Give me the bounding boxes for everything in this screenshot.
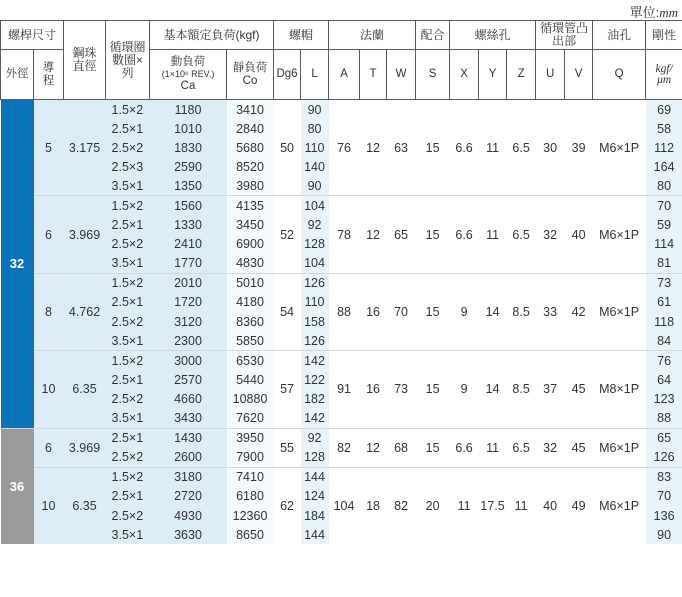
cell-dynamic-load: 1350: [150, 176, 227, 196]
cell-static-load: 5440: [227, 370, 274, 389]
cell-l: 92: [301, 216, 329, 235]
cell-stiffness: 58: [646, 119, 682, 138]
cell-t: 16: [360, 351, 387, 428]
cell-ball-dia: 6.35: [64, 467, 106, 544]
hdr-circuits: 循環圈數圈×列: [106, 21, 150, 100]
cell-t: 12: [360, 428, 387, 467]
cell-dynamic-load: 2590: [150, 157, 227, 176]
cell-stiffness: 123: [646, 389, 682, 408]
cell-dg6: 62: [274, 467, 301, 544]
hdr-dynamic-label: 動負荷: [170, 56, 206, 68]
cell-l: 104: [301, 254, 329, 274]
cell-u: 33: [536, 273, 565, 350]
cell-l: 144: [301, 525, 329, 544]
cell-circuits: 3.5×1: [106, 525, 150, 544]
cell-a: 91: [329, 351, 360, 428]
cell-stiffness: 83: [646, 467, 682, 487]
table-row: [1, 351, 682, 371]
cell-w: 82: [387, 467, 416, 544]
unit-label: 單位:: [629, 5, 660, 20]
cell-static-load: 3450: [227, 216, 274, 235]
cell-outer-dia: 32: [1, 100, 34, 429]
cell-lead: 10: [34, 467, 64, 544]
cell-dynamic-load: 1010: [150, 119, 227, 138]
cell-s: 20: [416, 467, 450, 544]
cell-l: 90: [301, 100, 329, 120]
cell-circuits: 2.5×2: [106, 448, 150, 468]
cell-v: 39: [565, 100, 593, 196]
cell-dynamic-load: 2010: [150, 273, 227, 293]
cell-dg6: 52: [274, 196, 301, 273]
cell-circuits: 1.5×2: [106, 100, 150, 120]
cell-a: 76: [329, 100, 360, 196]
cell-circuits: 2.5×2: [106, 506, 150, 525]
cell-stiffness: 88: [646, 409, 682, 429]
cell-y: 14: [479, 351, 507, 428]
cell-stiffness: 114: [646, 235, 682, 254]
cell-static-load: 2840: [227, 119, 274, 138]
cell-static-load: 3980: [227, 176, 274, 196]
cell-stiffness: 76: [646, 351, 682, 371]
cell-ball-dia: 6.35: [64, 351, 106, 428]
cell-x: 6.6: [450, 428, 479, 467]
cell-dg6: 55: [274, 428, 301, 467]
cell-stiffness: 69: [646, 100, 682, 120]
cell-v: 40: [565, 196, 593, 273]
cell-y: 17.5: [479, 467, 507, 544]
hdr-dynamic: [150, 50, 227, 100]
hdr-dynamic-note: (1×10⁶ REV.): [161, 69, 215, 79]
cell-l: 124: [301, 487, 329, 506]
cell-stiffness: 84: [646, 331, 682, 351]
cell-circuits: 2.5×1: [106, 216, 150, 235]
cell-ball-dia: 3.175: [64, 100, 106, 196]
cell-dynamic-load: 1180: [150, 100, 227, 120]
cell-circuits: 3.5×1: [106, 409, 150, 429]
cell-static-load: 7900: [227, 448, 274, 468]
cell-q: M6×1P: [593, 428, 646, 467]
cell-y: 11: [479, 428, 507, 467]
cell-static-load: 4830: [227, 254, 274, 274]
cell-static-load: 6530: [227, 351, 274, 371]
cell-static-load: 7620: [227, 409, 274, 429]
cell-circuits: 1.5×2: [106, 196, 150, 216]
hdr-dynamic-sym: Ca: [180, 80, 196, 92]
cell-static-load: 12360: [227, 506, 274, 525]
cell-dynamic-load: 2570: [150, 370, 227, 389]
cell-l: 142: [301, 409, 329, 429]
cell-lead: 8: [34, 273, 64, 350]
cell-circuits: 3.5×1: [106, 254, 150, 274]
cell-u: 32: [536, 196, 565, 273]
table-row: [1, 467, 682, 487]
hdr-l: L: [301, 50, 329, 100]
cell-z: 11: [507, 467, 536, 544]
cell-l: 104: [301, 196, 329, 216]
hdr-stiff-unit: kgf/μm: [646, 50, 682, 100]
hdr-od: 外徑: [1, 50, 34, 100]
table-row: [1, 273, 682, 293]
cell-z: 6.5: [507, 196, 536, 273]
cell-circuits: 1.5×2: [106, 351, 150, 371]
cell-u: 40: [536, 467, 565, 544]
cell-circuits: 2.5×2: [106, 312, 150, 331]
cell-l: 122: [301, 370, 329, 389]
cell-w: 65: [387, 196, 416, 273]
hdr-a: A: [329, 50, 360, 100]
cell-ball-dia: 3.969: [64, 196, 106, 273]
cell-q: M8×1P: [593, 351, 646, 428]
hdr-oil-hole: 油孔: [593, 21, 646, 50]
cell-v: 45: [565, 351, 593, 428]
cell-x: 11: [450, 467, 479, 544]
cell-t: 18: [360, 467, 387, 544]
cell-circuits: 1.5×2: [106, 273, 150, 293]
hdr-static-label: 靜負荷: [232, 61, 268, 74]
cell-q: M6×1P: [593, 467, 646, 544]
cell-x: 9: [450, 351, 479, 428]
cell-dynamic-load: 4930: [150, 506, 227, 525]
cell-circuits: 2.5×2: [106, 138, 150, 157]
cell-w: 70: [387, 273, 416, 350]
cell-static-load: 5010: [227, 273, 274, 293]
cell-static-load: 10880: [227, 389, 274, 408]
hdr-static-sym: Co: [242, 74, 258, 87]
cell-l: 144: [301, 467, 329, 487]
cell-static-load: 8360: [227, 312, 274, 331]
cell-a: 82: [329, 428, 360, 467]
cell-dynamic-load: 3000: [150, 351, 227, 371]
cell-lead: 6: [34, 196, 64, 273]
cell-static-load: 8520: [227, 157, 274, 176]
cell-stiffness: 112: [646, 138, 682, 157]
cell-q: M6×1P: [593, 100, 646, 196]
cell-static-load: 7410: [227, 467, 274, 487]
cell-stiffness: 61: [646, 293, 682, 312]
cell-static-load: 6180: [227, 487, 274, 506]
cell-s: 15: [416, 428, 450, 467]
cell-z: 6.5: [507, 428, 536, 467]
hdr-return-tube: 循環管凸出部: [536, 21, 593, 50]
cell-static-load: 6900: [227, 235, 274, 254]
cell-l: 80: [301, 119, 329, 138]
cell-a: 104: [329, 467, 360, 544]
cell-static-load: 8650: [227, 525, 274, 544]
cell-circuits: 2.5×2: [106, 235, 150, 254]
cell-t: 16: [360, 273, 387, 350]
cell-static-load: 5850: [227, 331, 274, 351]
cell-stiffness: 59: [646, 216, 682, 235]
cell-s: 15: [416, 273, 450, 350]
cell-dynamic-load: 4660: [150, 389, 227, 408]
cell-dg6: 57: [274, 351, 301, 428]
cell-circuits: 3.5×1: [106, 331, 150, 351]
ball-screw-spec-table: [0, 20, 682, 544]
cell-dynamic-load: 2300: [150, 331, 227, 351]
cell-x: 9: [450, 273, 479, 350]
cell-v: 42: [565, 273, 593, 350]
table-row: [1, 428, 682, 448]
cell-x: 6.6: [450, 100, 479, 196]
cell-l: 142: [301, 351, 329, 371]
cell-y: 14: [479, 273, 507, 350]
unit-value: mm: [659, 5, 678, 20]
cell-dynamic-load: 1330: [150, 216, 227, 235]
cell-w: 68: [387, 428, 416, 467]
cell-a: 78: [329, 196, 360, 273]
hdr-y: Y: [479, 50, 507, 100]
cell-v: 49: [565, 467, 593, 544]
hdr-flange: 法蘭: [329, 21, 416, 50]
cell-ball-dia: 4.762: [64, 273, 106, 350]
hdr-t: T: [360, 50, 387, 100]
cell-dynamic-load: 3180: [150, 467, 227, 487]
cell-l: 128: [301, 235, 329, 254]
hdr-z: Z: [507, 50, 536, 100]
cell-dynamic-load: 3630: [150, 525, 227, 544]
hdr-v: V: [565, 50, 593, 100]
cell-ball-dia: 3.969: [64, 428, 106, 467]
cell-outer-dia: 36: [1, 428, 34, 544]
cell-dynamic-load: 1770: [150, 254, 227, 274]
cell-lead: 5: [34, 100, 64, 196]
cell-stiffness: 126: [646, 448, 682, 468]
cell-stiffness: 164: [646, 157, 682, 176]
hdr-nut: 螺帽: [274, 21, 329, 50]
hdr-dg6: Dg6: [274, 50, 301, 100]
hdr-screw-size: 螺桿尺寸: [1, 21, 64, 50]
hdr-q: Q: [593, 50, 646, 100]
cell-static-load: 3410: [227, 100, 274, 120]
cell-s: 15: [416, 351, 450, 428]
cell-z: 6.5: [507, 100, 536, 196]
cell-circuits: 2.5×1: [106, 370, 150, 389]
cell-stiffness: 64: [646, 370, 682, 389]
cell-circuits: 2.5×2: [106, 389, 150, 408]
hdr-load: 基本額定負荷(kgf): [150, 21, 274, 50]
cell-l: 110: [301, 293, 329, 312]
cell-static-load: 3950: [227, 428, 274, 448]
cell-dynamic-load: 1560: [150, 196, 227, 216]
cell-dynamic-load: 3120: [150, 312, 227, 331]
cell-dynamic-load: 1830: [150, 138, 227, 157]
hdr-s: S: [416, 50, 450, 100]
cell-stiffness: 70: [646, 196, 682, 216]
cell-static-load: 4180: [227, 293, 274, 312]
cell-dg6: 54: [274, 273, 301, 350]
cell-s: 15: [416, 100, 450, 196]
cell-l: 92: [301, 428, 329, 448]
cell-stiffness: 81: [646, 254, 682, 274]
cell-stiffness: 65: [646, 428, 682, 448]
unit-note: [630, 2, 678, 21]
cell-s: 15: [416, 196, 450, 273]
hdr-lead: 導程: [34, 50, 64, 100]
hdr-ball-dia: 鋼珠直徑: [64, 21, 106, 100]
cell-circuits: 2.5×1: [106, 293, 150, 312]
cell-u: 37: [536, 351, 565, 428]
cell-u: 32: [536, 428, 565, 467]
cell-l: 158: [301, 312, 329, 331]
cell-q: M6×1P: [593, 273, 646, 350]
cell-stiffness: 73: [646, 273, 682, 293]
cell-w: 73: [387, 351, 416, 428]
cell-q: M6×1P: [593, 196, 646, 273]
table-row: [1, 196, 682, 216]
cell-t: 12: [360, 100, 387, 196]
cell-z: 8.5: [507, 351, 536, 428]
cell-l: 90: [301, 176, 329, 196]
cell-y: 11: [479, 100, 507, 196]
cell-dynamic-load: 2720: [150, 487, 227, 506]
cell-stiffness: 118: [646, 312, 682, 331]
cell-t: 12: [360, 196, 387, 273]
hdr-w: W: [387, 50, 416, 100]
cell-u: 30: [536, 100, 565, 196]
cell-dynamic-load: 3430: [150, 409, 227, 429]
cell-l: 126: [301, 331, 329, 351]
cell-dynamic-load: 2410: [150, 235, 227, 254]
cell-circuits: 2.5×1: [106, 487, 150, 506]
cell-v: 45: [565, 428, 593, 467]
cell-stiffness: 136: [646, 506, 682, 525]
cell-w: 63: [387, 100, 416, 196]
cell-lead: 10: [34, 351, 64, 428]
cell-dg6: 50: [274, 100, 301, 196]
cell-static-load: 4135: [227, 196, 274, 216]
cell-dynamic-load: 1720: [150, 293, 227, 312]
cell-l: 182: [301, 389, 329, 408]
cell-l: 110: [301, 138, 329, 157]
cell-stiffness: 90: [646, 525, 682, 544]
cell-dynamic-load: 2600: [150, 448, 227, 468]
cell-l: 184: [301, 506, 329, 525]
cell-y: 11: [479, 196, 507, 273]
table-body: [1, 100, 682, 545]
cell-lead: 6: [34, 428, 64, 467]
hdr-bolt-hole: 螺絲孔: [450, 21, 536, 50]
table-row: [1, 100, 682, 120]
cell-x: 6.6: [450, 196, 479, 273]
hdr-stiffness: 剛性: [646, 21, 682, 50]
hdr-x: X: [450, 50, 479, 100]
cell-z: 8.5: [507, 273, 536, 350]
cell-l: 128: [301, 448, 329, 468]
cell-dynamic-load: 1430: [150, 428, 227, 448]
cell-circuits: 1.5×2: [106, 467, 150, 487]
cell-circuits: 2.5×1: [106, 428, 150, 448]
hdr-fit: 配合: [416, 21, 450, 50]
cell-l: 126: [301, 273, 329, 293]
cell-circuits: 2.5×1: [106, 119, 150, 138]
hdr-static: [227, 50, 274, 100]
cell-a: 88: [329, 273, 360, 350]
cell-static-load: 5680: [227, 138, 274, 157]
cell-stiffness: 80: [646, 176, 682, 196]
cell-l: 140: [301, 157, 329, 176]
table-header: [1, 21, 682, 100]
cell-stiffness: 70: [646, 487, 682, 506]
cell-circuits: 2.5×3: [106, 157, 150, 176]
hdr-u: U: [536, 50, 565, 100]
cell-circuits: 3.5×1: [106, 176, 150, 196]
